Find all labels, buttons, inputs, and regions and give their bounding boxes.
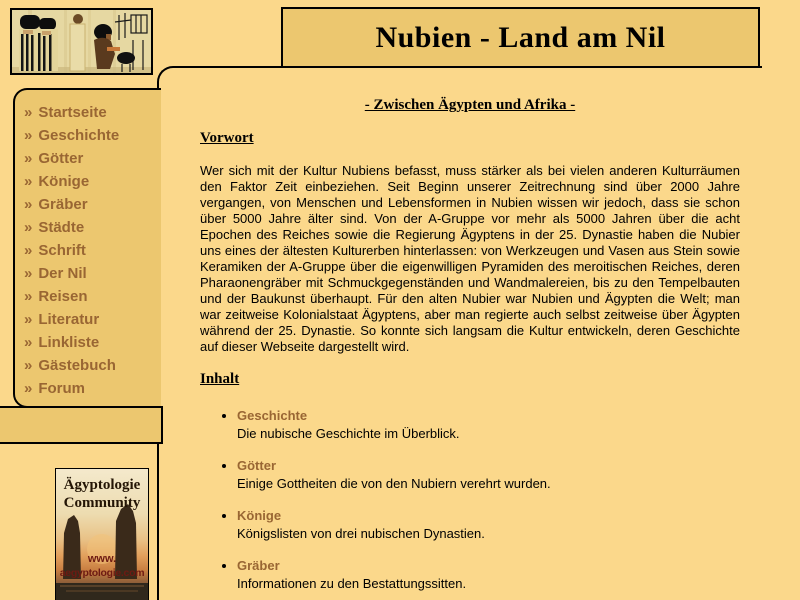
- sidebar: [13, 88, 161, 408]
- sidebar-item-label: Könige: [38, 173, 90, 190]
- egyptian-painting-graphic: [12, 10, 151, 73]
- badge-url-line2: aegyptologie.com: [59, 567, 145, 579]
- sidebar-item-koenige[interactable]: [24, 170, 161, 193]
- main-content: [200, 97, 740, 600]
- inhalt-link-koenige[interactable]: Könige: [237, 508, 282, 523]
- sidebar-item-goetter[interactable]: [24, 147, 161, 170]
- sidebar-item-label: Gästebuch: [38, 357, 116, 374]
- sidebar-item-label: Reisen: [38, 288, 88, 305]
- sidebar-item-label: Forum: [38, 380, 86, 397]
- chevron-prefix-icon: »: [24, 150, 33, 167]
- sidebar-item-label: Schrift: [38, 242, 86, 259]
- sidebar-footer-box: [0, 406, 163, 444]
- chevron-prefix-icon: »: [24, 242, 33, 259]
- badge-title-line1: Ägyptologie: [63, 477, 141, 493]
- sidebar-item-label: Linkliste: [38, 334, 100, 351]
- sidebar-item-graeber[interactable]: [24, 193, 161, 216]
- inhalt-desc: Einige Gottheiten die von den Nubiern verehrt wurden.: [237, 476, 551, 491]
- chevron-prefix-icon: »: [24, 380, 33, 397]
- sidebar-item-der-nil[interactable]: [24, 262, 161, 285]
- chevron-prefix-icon: »: [24, 334, 33, 351]
- sidebar-item-forum[interactable]: [24, 377, 161, 400]
- inhalt-item-graeber: [237, 557, 740, 593]
- chevron-prefix-icon: »: [24, 357, 33, 374]
- chevron-prefix-icon: »: [24, 219, 33, 236]
- sidebar-item-label: Literatur: [38, 311, 100, 328]
- sidebar-item-gaestebuch[interactable]: [24, 354, 161, 377]
- inhalt-item-koenige: [237, 507, 740, 543]
- inhalt-link-geschichte[interactable]: Geschichte: [237, 408, 308, 423]
- sidebar-item-label: Startseite: [38, 104, 107, 121]
- sidebar-item-label: Städte: [38, 219, 85, 236]
- sidebar-item-label: Geschichte: [38, 127, 120, 144]
- inhalt-item-geschichte: [237, 407, 740, 443]
- sidebar-item-literatur[interactable]: [24, 308, 161, 331]
- inhalt-heading: Inhalt: [200, 371, 240, 387]
- chevron-prefix-icon: »: [24, 265, 33, 282]
- vorwort-heading: Vorwort: [200, 130, 254, 146]
- community-badge-banner[interactable]: [55, 468, 149, 600]
- sidebar-item-geschichte[interactable]: [24, 124, 161, 147]
- inhalt-link-graeber[interactable]: Gräber: [237, 558, 280, 573]
- title-banner: [281, 7, 760, 68]
- sidebar-item-label: Der Nil: [38, 265, 87, 282]
- sidebar-item-staedte[interactable]: [24, 216, 161, 239]
- inhalt-item-goetter: [237, 457, 740, 493]
- inhalt-desc: Königslisten von drei nubischen Dynastien.: [237, 526, 485, 541]
- sidebar-nav: [15, 90, 161, 400]
- chevron-prefix-icon: »: [24, 288, 33, 305]
- chevron-prefix-icon: »: [24, 173, 33, 190]
- sidebar-item-linkliste[interactable]: [24, 331, 161, 354]
- chevron-prefix-icon: »: [24, 127, 33, 144]
- sidebar-item-label: Götter: [38, 150, 84, 167]
- badge-url-line1: www.: [87, 553, 117, 565]
- sidebar-item-startseite[interactable]: [24, 101, 161, 124]
- page-title: Nubien - Land am Nil: [375, 20, 666, 54]
- inhalt-link-goetter[interactable]: Götter: [237, 458, 276, 473]
- inhalt-desc: Die nubische Geschichte im Überblick.: [237, 426, 460, 441]
- inhalt-list: [200, 407, 740, 593]
- chevron-prefix-icon: »: [24, 311, 33, 328]
- sidebar-item-label: Gräber: [38, 196, 88, 213]
- inhalt-desc: Informationen zu den Bestattungssitten.: [237, 576, 467, 591]
- badge-title-line2: Community: [63, 495, 141, 511]
- sidebar-item-reisen[interactable]: [24, 285, 161, 308]
- sidebar-item-schrift[interactable]: [24, 239, 161, 262]
- header-painting-image: [10, 8, 153, 75]
- chevron-prefix-icon: »: [24, 104, 33, 121]
- section-heading: - Zwischen Ägypten und Afrika -: [364, 97, 576, 113]
- chevron-prefix-icon: »: [24, 196, 33, 213]
- vorwort-paragraph: Wer sich mit der Kultur Nubiens befasst, muss stärker als bei vielen anderen Kulturräumen den Faktor Zeit einbeziehen. Seit Beginn unserer Zeitrechnung sind über 2000 Jahre vergangen, von Menschen und Lebensformen in Nubien wissen wir jedoch, dass sie schon über 5000 Jahre älter sind. Von der A-Gruppe vor mehr als 5000 Jahren über die acht Epochen des Reiches sowie die Regierung Ägyptens in der 25. Dynastie haben die Nubier uns eines der ältesten Kulturerben hinterlassen: von Werkzeugen und Vasen aus Stein sowie Keramiken der A-Gruppe über die eigenwilligen Pyramiden des meroitischen Reiches, deren Pharaonengräber mit Schmuckgegenständen und Wandmalereien, bis zu den Tempelbauten und der Baukunst überhaupt. Für den alten Nubier war Nubien und Ägypten die Welt; man war zeitweise Kolonialstaat Ägyptens, aber man regierte auch selbst zeitweise über Ägypten während der 25. Dynastie. So konnte sich langsam die Kultur entwickeln, deren Geschichte auf dieser Webseite dargestellt wird.: [200, 163, 740, 354]
